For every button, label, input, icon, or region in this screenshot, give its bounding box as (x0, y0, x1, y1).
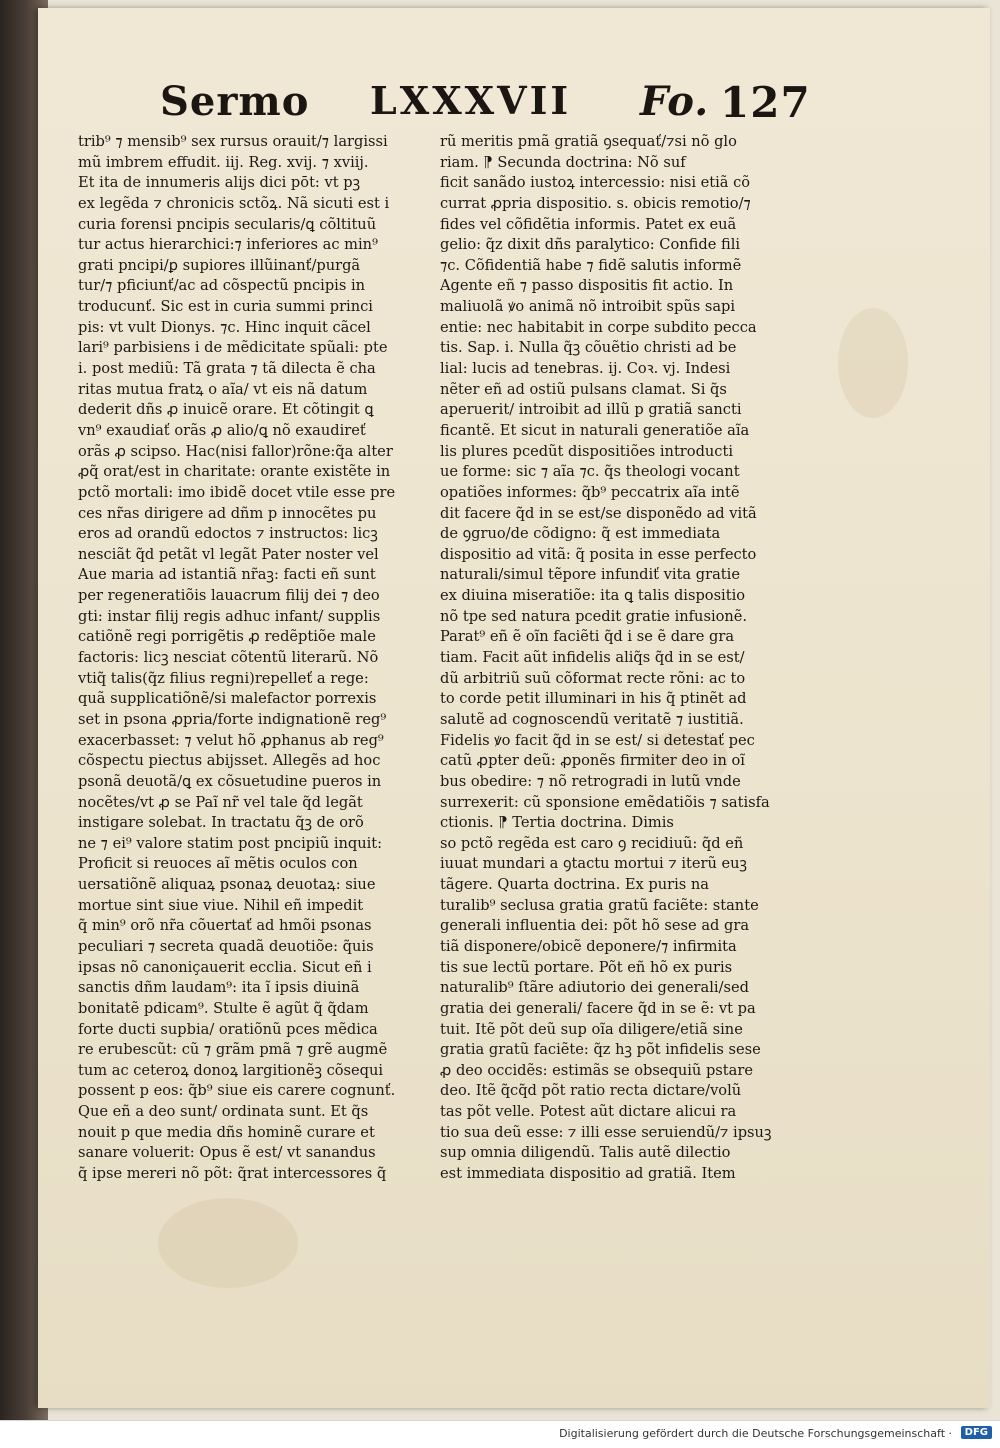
text-line: cõspectu piectus abijsset. Allegẽs ad hoc (78, 752, 381, 770)
text-line: lial: lucis ad tenebras. ij. Coꝛ. vj. Indesi (440, 360, 731, 378)
text-line: troducunť. Sic est in curia summi princi (78, 298, 373, 316)
paper-stain (838, 308, 908, 418)
text-line: dũ arbitriũ suũ cõformat recte rõni: ac to (440, 669, 746, 687)
text-line: peculiari ⁊ secreta quadã deuotiõe: q̃uis (78, 937, 374, 955)
text-line: est immediata dispositio ad gratiã. Item (440, 1165, 736, 1183)
running-title: Sermo (160, 78, 310, 125)
text-line: aperuerit/ introibit ad illũ p gratiã sancti (440, 401, 742, 419)
text-line: lari⁹ parbisiens i de mẽdicitate spũali: pte (78, 339, 388, 357)
funding-notice: Digitalisierung gefördert durch die Deutsche Forschungsgemeinschaft · (559, 1427, 952, 1440)
text-line: opatiões informes: q̃b⁹ peccatrix aĩa intẽ (440, 483, 740, 501)
text-line: ctionis. ⁋ Tertia doctrina. Dimis (440, 814, 674, 832)
folio-number: 127 (720, 78, 811, 127)
right-text-column (440, 132, 812, 1185)
text-line: tum ac ceteroꝝ donoꝝ largitionẽꝫ cõsequi (78, 1061, 384, 1079)
text-line: deo. Itẽ q̃cq̃d põt ratio recta dictare/volũ (440, 1082, 742, 1100)
text-line: psonã deuotã/ꝗ ex cõsuetudine pueros in (78, 772, 382, 790)
text-line: tiam. Facit aũt infidelis aliq̃s q̃d in se est/ (440, 649, 745, 667)
text-line: bonitatẽ pdicam⁹. Stulte ẽ agũt q̃ q̃dam (78, 999, 369, 1017)
sermon-number: LXXXVII (370, 78, 572, 123)
text-line: Fidelis ꝟo facit q̃d in se est/ si detestať pec (440, 731, 755, 749)
text-line: Aue maria ad istantiã nr̃aꝫ: facti eñ sunt (78, 566, 376, 584)
text-line: forte ducti supbia/ oratiõnũ pces mẽdica (78, 1020, 378, 1038)
text-line: currat ꝓpria dispositio. s. obicis remotio/⁊ (440, 194, 751, 212)
text-line: curia forensi pncipis secularis/ꝗ cõltituũ (78, 215, 377, 233)
text-line: so pctõ regẽda est caro ꝯ recidiuũ: q̃d eñ (440, 834, 744, 852)
text-line: gratia gratũ faciẽte: q̃z hꝫ põt infidelis sese (440, 1041, 761, 1059)
text-line: ritas mutua fratꝝ o aĩa/ vt eis nã datum (78, 380, 368, 398)
text-line: dederit dñs ꝓ inuicẽ orare. Et cõtingit ꝗ (78, 401, 374, 419)
text-line: naturali/simul tẽpore infundiť vita gratie (440, 566, 740, 584)
text-line: vtiq̃ talis(q̃z filius regni)repelleť a rege: (78, 669, 369, 687)
text-line: iuuat mundari a ꝯtactu mortui ⁊ iterũ euꝫ (440, 855, 748, 873)
text-line: ꝓ deo occidẽs: estimãs se obsequiũ pstare (440, 1061, 753, 1079)
text-line: nocẽtes/vt ꝓ se Paĩ nr̃ vel tale q̃d legãt (78, 793, 363, 811)
text-line: tur actus hierarchici:⁊ inferiores ac min⁹ (78, 236, 378, 254)
text-line: gratia dei generali/ facere q̃d in se ẽ: vt pa (440, 999, 756, 1017)
text-line: entie: nec habitabit in corpe subdito pecca (440, 318, 757, 336)
text-line: to corde petit illuminari in his q̃ ptinẽt ad (440, 690, 747, 708)
paper-stain (158, 1198, 298, 1288)
text-line: sanctis dñm laudam⁹: ita ĩ ipsis diuinã (78, 979, 360, 997)
text-line: q̃ min⁹ orõ nr̃a cõuertať ad hmõi psonas (78, 917, 372, 935)
text-line: ces nr̃as dirigere ad dñm p innocẽtes pu (78, 504, 377, 522)
text-line: tas põt velle. Potest aũt dictare alicui ra (440, 1103, 737, 1121)
text-line: fides vel cõfidẽtia informis. Patet ex euã (440, 215, 737, 233)
text-line: instigare solebat. In tractatu q̃ꝫ de orõ (78, 814, 364, 832)
text-line: lis plures pcedũt dispositiões introducti (440, 442, 734, 460)
dfg-logo-icon: DFG (961, 1426, 992, 1439)
text-line: bus obedire: ⁊ nõ retrogradi in lutũ vnde (440, 772, 741, 790)
text-line: tio sua deũ esse: ⁊ illi esse seruiendũ/⁊ ipsuꝫ (440, 1123, 772, 1141)
text-line: tis. Sap. i. Nulla q̃ꝫ cõuẽtio christi ad be (440, 339, 737, 357)
text-line: nouit p que media dñs hominẽ curare et (78, 1123, 375, 1141)
text-line: ne ⁊ ei⁹ valore statim post pncipiũ inquit: (78, 834, 383, 852)
text-line: eros ad orandũ edoctos ⁊ instructos: licꝫ (78, 525, 378, 543)
text-line: sanare voluerit: Opus ẽ est/ vt sanandus (78, 1144, 376, 1162)
text-line: nẽter eñ ad ostiũ pulsans clamat. Si q̃s (440, 380, 727, 398)
digitization-footer (0, 1420, 1000, 1448)
text-line: tis sue lectũ portare. Põt eñ hõ ex puris (440, 958, 733, 976)
text-line: ex legẽda ⁊ chronicis sctõꝝ. Nã sicuti est i (78, 194, 390, 212)
text-line: per regeneratiõis lauacrum filij dei ⁊ deo (78, 587, 380, 605)
text-line: Agente eñ ⁊ passo dispositis fit actio. In (440, 277, 734, 295)
text-line: Que eñ a deo sunt/ ordinata sunt. Et q̃s (78, 1103, 369, 1121)
text-line: salutẽ ad cognoscendũ veritatẽ ⁊ iustitiã. (440, 710, 744, 728)
text-line: possent p eos: q̃b⁹ siue eis carere cognunť. (78, 1082, 396, 1100)
text-line: re erubescũt: cũ ⁊ grãm pmã ⁊ grẽ augmẽ (78, 1041, 388, 1059)
text-line: rũ meritis pmã gratiã ꝯsequať/⁊si nõ glo (440, 133, 737, 150)
text-line: ipsas nõ canoniçauerit ecclia. Sicut eñ i (78, 958, 372, 976)
text-line: i. post mediũ: Tã grata ⁊ tã dilecta ẽ cha (78, 360, 376, 378)
text-line: ficit sanãdo iustoꝝ intercessio: nisi etiã cõ (440, 174, 751, 192)
text-line: Parat⁹ eñ ẽ oĩn faciẽti q̃d i se ẽ dare gra (440, 628, 735, 646)
text-line: surrexerit: cũ sponsione emẽdatiõis ⁊ satisfa (440, 793, 770, 811)
page-header (160, 78, 820, 138)
text-line: uersatiõnẽ aliquaꝝ psonaꝝ deuotaꝝ: siue (78, 876, 376, 894)
text-line: mũ imbrem effudit. iij. Reg. xvij. ⁊ xviij. (78, 153, 369, 171)
text-line: catiõnẽ regi porrigẽtis ꝓ redẽptiõe male (78, 628, 376, 646)
text-line: exacerbasset: ⁊ velut hõ ꝓphanus ab reg⁹ (78, 731, 384, 749)
text-line: tuit. Itẽ põt deũ sup oĩa diligere/etiã sine (440, 1020, 743, 1038)
text-line: orãs ꝓ scipso. Hac(nisi fallor)rõne:q̃a alter (78, 442, 393, 460)
text-line: gelio: q̃z dixit dñs paralytico: Confide fili (440, 236, 741, 254)
text-line: nesciãt q̃d petãt vl legãt Pater noster vel (78, 545, 379, 563)
text-line: nõ tpe sed natura pcedit gratie infusionẽ. (440, 607, 748, 625)
text-line: gti: instar filij regis adhuc infant/ supplis (78, 607, 381, 625)
text-line: Proficit si reuoces aĩ mẽtis oculos con (78, 855, 358, 873)
text-line: pis: vt vult Dionys. ⁊c. Hinc inquit cãcel (78, 318, 371, 336)
text-line: mortue sint siue viue. Nihil eñ impedit (78, 896, 364, 914)
text-line: sup omnia diligendũ. Talis autẽ dilectio (440, 1144, 731, 1162)
text-line: pctõ mortali: imo ibidẽ docet vtile esse pre (78, 483, 396, 501)
text-line: ꝓq̃ orat/est in charitate: orante existẽte in (78, 463, 391, 481)
text-line: quã supplicatiõnẽ/si malefactor porrexis (78, 690, 377, 708)
text-line: trib⁹ ⁊ mensib⁹ sex rursus orauit/⁊ largissi (78, 133, 388, 150)
text-line: generali influentia dei: põt hõ sese ad gra (440, 917, 750, 935)
text-line: vn⁹ exaudiať orãs ꝓ alio/ꝗ nõ exaudireť (78, 421, 366, 439)
text-line: factoris: licꝫ nesciat cõtentũ literarũ. Nõ (78, 649, 379, 667)
text-line: ue forme: sic ⁊ aĩa ⁊c. q̃s theologi vocant (440, 463, 740, 481)
text-line: ⁊c. Cõfidentiã habe ⁊ fidẽ salutis informẽ (440, 256, 742, 274)
text-line: tiã disponere/obicẽ deponere/⁊ infirmita (440, 937, 737, 955)
text-line: ex diuina miseratiõe: ita ꝗ talis dispositio (440, 587, 746, 605)
text-line: naturalib⁹ ſtãre adiutorio dei generali/sed (440, 979, 749, 997)
text-line: riam. ⁋ Secunda doctrina: Nõ suf (440, 153, 686, 171)
text-line: ficantẽ. Et sicut in naturali generatiõe aĩa (440, 421, 750, 439)
left-text-column (78, 132, 450, 1185)
text-line: catũ ꝓpter deũ: ꝓponẽs firmiter deo in oĩ (440, 752, 745, 770)
text-line: de ꝯgruo/de cõdigno: q̃ est immediata (440, 525, 721, 543)
text-line: maliuolã ꝟo animã nõ introibit spũs sapi (440, 298, 736, 316)
text-line: set in psona ꝓpria/forte indignationẽ reg⁹ (78, 710, 387, 728)
text-line: q̃ ipse mereri nõ põt: q̃rat intercessores q̃ (78, 1165, 387, 1183)
text-line: tur/⁊ pficiunť/ac ad cõspectũ pncipis in (78, 277, 366, 295)
text-line: Et ita de innumeris alijs dici pōt: vt pꝫ (78, 174, 361, 192)
text-line: dit facere q̃d in se est/se disponẽdo ad vitã (440, 504, 757, 522)
folio-label: Fo. (640, 78, 710, 125)
text-line: dispositio ad vitã: q̃ posita in esse perfecto (440, 545, 757, 563)
text-line: turalib⁹ seclusa gratia gratũ faciẽte: stante (440, 896, 759, 914)
text-line: tãgere. Quarta doctrina. Ex puris na (440, 876, 710, 894)
text-line: grati pncipi/ꝑ supiores illũinanť/purgã (78, 256, 361, 274)
